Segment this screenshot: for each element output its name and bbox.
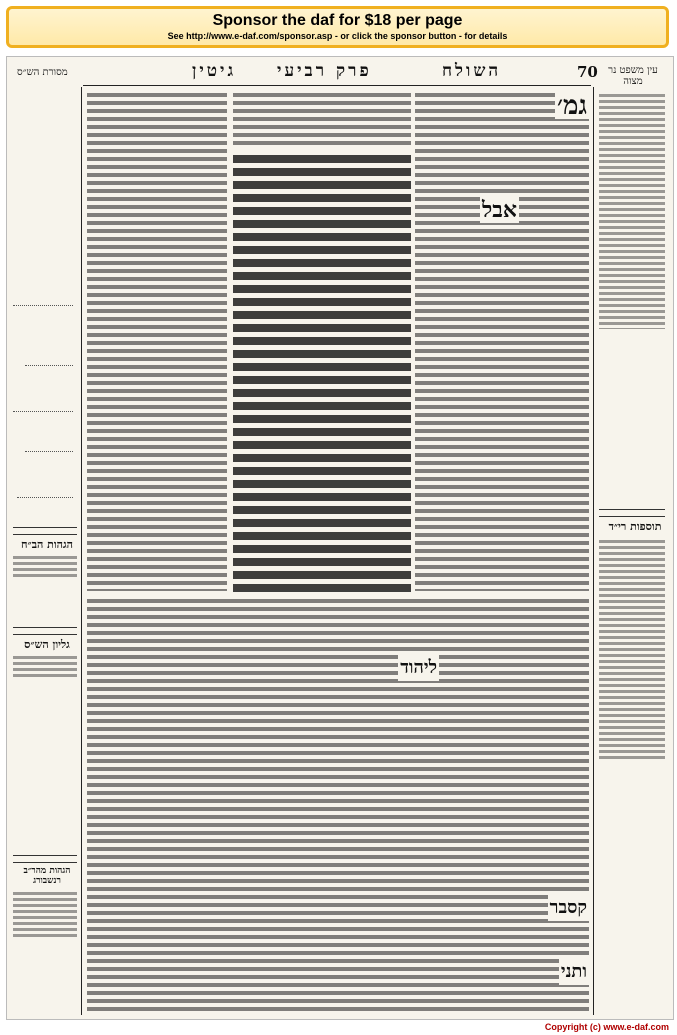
hagahot-mahara-text (13, 891, 77, 939)
hagahot-mahara-ornament (13, 855, 77, 863)
hagahot-mahara-title: הגהות מהר״ב רנשבורג (15, 865, 79, 887)
sponsor-title[interactable]: Sponsor the daf for $18 per page (212, 12, 463, 29)
chapter-title: פרק רביעי (277, 61, 372, 81)
talmud-page-scan (6, 56, 674, 1020)
mesorat-note (25, 443, 73, 452)
left-margin-rule (81, 87, 82, 1015)
ein-mishpat-notes (599, 93, 665, 329)
tosafot-rid-text (599, 539, 665, 759)
gemara-text (233, 153, 411, 593)
header-rule (83, 85, 591, 86)
rashi-column (415, 91, 589, 591)
page-number: 70 (577, 63, 598, 81)
chapter-name: השולח (442, 61, 502, 81)
gilyon-hashas-text (13, 655, 77, 679)
tosafot-column (87, 91, 227, 591)
kasavar-heading: קסבר (548, 895, 589, 921)
sponsor-banner[interactable] (6, 6, 669, 48)
right-margin-rule (593, 87, 594, 1015)
mesorat-note (17, 489, 73, 498)
tosafot-rid-title: תוספות רי״ד (603, 519, 667, 534)
lower-commentary (87, 597, 589, 1011)
mesorat-hashas-label: מסורת הש״ס (17, 67, 68, 78)
hagahot-habach-text (13, 555, 77, 577)
gemara-upper-strip (233, 91, 411, 149)
sponsor-subtitle[interactable]: See http://www.e-daf.com/sponsor.asp - or click the sponsor button - for details (167, 31, 508, 41)
lyehud-heading: ליהוד (398, 655, 439, 681)
hagahot-habach-ornament (13, 527, 77, 535)
tosafot-rid-ornament (599, 509, 665, 517)
gilyon-hashas-ornament (13, 627, 77, 635)
copyright-notice[interactable]: Copyright (c) www.e-daf.com (544, 1022, 669, 1032)
mesorat-note (13, 297, 73, 306)
hagahot-habach-title: הגהות הב״ח (17, 537, 77, 552)
gilyon-hashas-title: גליון הש״ס (17, 637, 77, 652)
gemara-opening-word: גמ׳ (557, 91, 587, 121)
mesorat-note (13, 403, 73, 412)
vetani-heading: ותני (559, 959, 589, 985)
tractate-name: גיטין (192, 61, 237, 81)
ein-mishpat-label: עין משפט נר מצוה (608, 65, 658, 87)
aval-heading: אבל (481, 197, 517, 223)
mesorat-note (25, 357, 73, 366)
